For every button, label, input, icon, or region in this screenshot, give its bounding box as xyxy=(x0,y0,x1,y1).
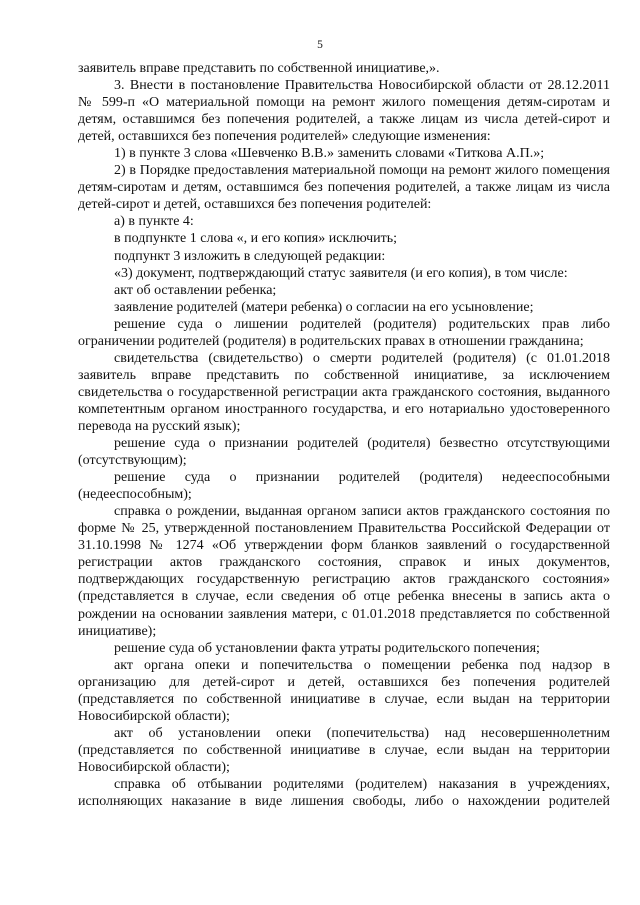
list-item: решение суда о признании родителей (родителя) безвестно отсутствующими (отсутствующим); xyxy=(78,436,610,469)
list-item: решение суда об установлении факта утраты родительского попечения; xyxy=(114,640,540,656)
paragraph-subpoint-3: подпункт 3 изложить в следующей редакции: xyxy=(114,248,386,264)
paragraph-item-3: 3. Внести в постановление Правительства Новосибирской области от 28.12.2011 № 599-п «О материальной помощи на ремонт жилого помещения детям-сиротам и детям, оставшимся без попечения родителей, а также лицам из числа детей-сирот и детей, оставшихся без попечения родителей» следующие изменения: xyxy=(78,78,610,145)
paragraph-continuation: заявитель вправе представить по собственной инициативе,». xyxy=(78,61,440,76)
list-item: акт органа опеки и попечительства о помещении ребенка под надзор в организацию для детей-сирот и детей, оставшихся без попечения родителей (представляется по собственной инициативе в случае, если выдан на территории Новосибирской области); xyxy=(78,657,610,724)
paragraph-subitem-1: 1) в пункте 3 слова «Шевченко В.В.» заменить словами «Титкова А.П.»; xyxy=(114,146,545,162)
page-number: 5 xyxy=(317,39,323,51)
paragraph-subitem-2: 2) в Порядке предоставления материальной помощи на ремонт жилого помещения детям-сиротам и детям, оставшимся без попечения родителей, а также лицам из числа детей-сирот и детей, оставшихся без попечения родителей: xyxy=(78,163,610,213)
list-item: решение суда о лишении родителей (родителя) родительских прав либо ограничении родителей (родителя) в родительских правах в отношении гражданина; xyxy=(78,316,610,349)
list-item: акт об установлении опеки (попечительства) над несовершеннолетним (представляется по собственной инициативе в случае, если выдан на территории Новосибирской области); xyxy=(78,725,610,775)
document-body xyxy=(78,60,610,810)
list-item: справка об отбывании родителями (родителем) наказания в учреждениях, исполняющих наказание в виде лишения свободы, либо о нахождении родителей xyxy=(78,776,610,810)
list-item: решение суда о признании родителей (родителя) недееспособными (недееспособным); xyxy=(78,470,610,503)
list-item: справка о рождении, выданная органом записи актов гражданского состояния по форме № 25, утвержденной постановлением Правительства Российской Федерации от 31.10.1998 № 1274 «Об утверждении форм бланков заявлений о государственной регистрации актов гражданского состояния, справок и иных документов, подтверждающих государственную регистрацию актов гражданского состояния» (представляется в случае, если сведения об отце ребенка внесены в запись акта о рождении на основании заявления матери, с 01.01.2018 представляется по собственной инициативе); xyxy=(78,504,610,639)
paragraph-subpoint-1: в подпункте 1 слова «, и его копия» исключить; xyxy=(114,231,398,247)
list-item: акт об оставлении ребенка; xyxy=(114,282,277,298)
list-item: заявление родителей (матери ребенка) о согласии на его усыновление; xyxy=(114,299,534,315)
paragraph-quoted-item-3: «3) документ, подтверждающий статус заявителя (и его копия), в том числе: xyxy=(114,265,568,281)
list-item: свидетельства (свидетельство) о смерти родителей (родителя) (с 01.01.2018 заявитель вправе представить по собственной инициативе, за исключением свидетельства о государственной регистрации акта гражданского состояния, выданного компетентным органом иностранного государства, и его нотариально удостоверенного перевода на русский язык); xyxy=(78,350,610,434)
paragraph-point-a: а) в пункте 4: xyxy=(114,214,194,230)
